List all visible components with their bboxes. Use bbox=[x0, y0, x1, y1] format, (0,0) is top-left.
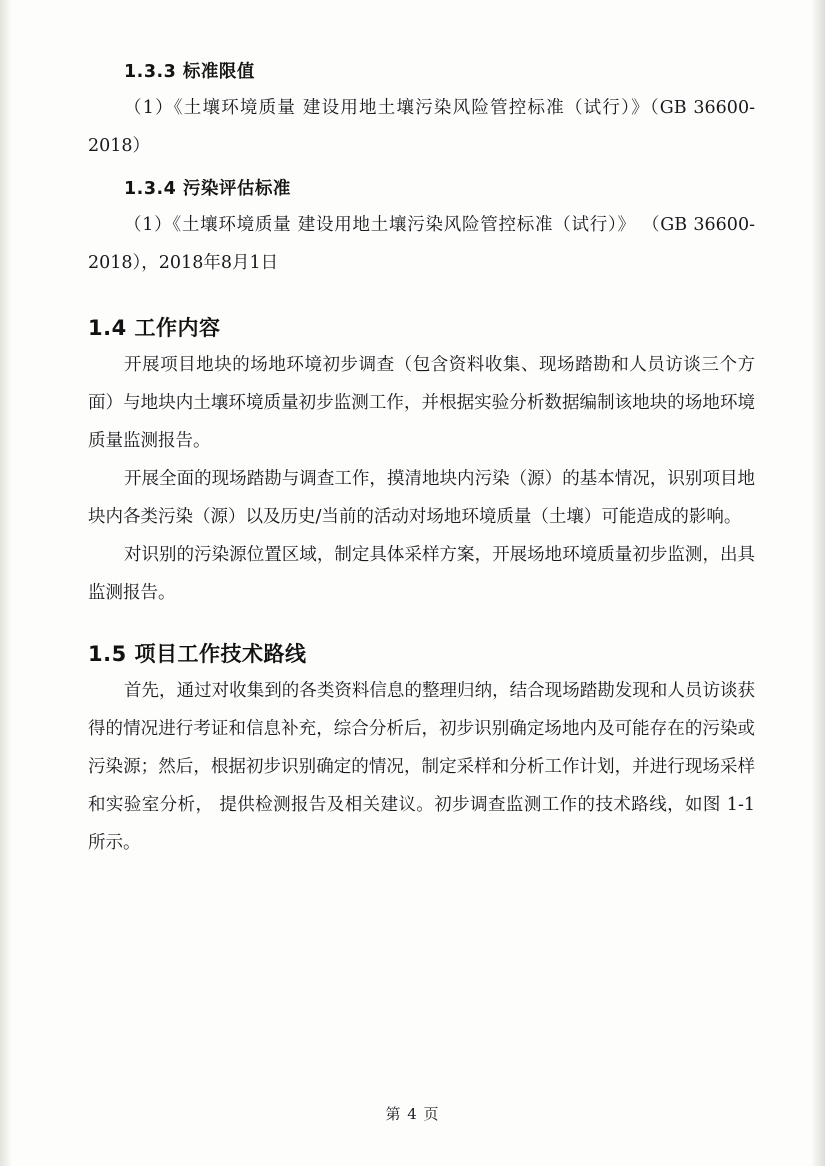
spacer bbox=[88, 612, 755, 638]
paragraph-1-3-4-1: （1）《土壤环境质量 建设用地土壤污染风险管控标准（试行）》 （GB 36600-2018），2018年8月1日 bbox=[88, 215, 755, 273]
paragraph-1-5-1: 首先，通过对收集到的各类资料信息的整理归纳，结合现场踏勘发现和人员访谈获得的情况进行考证和信息补充，综合分析后，初步识别确定场地内及可能存在的污染或污染源；然后，根据初步识别确定的情况，制定采样和分析工作计划，并进行现场采样和实验室分析， 提供检测报告及相关建议。初步调查监测工作的技术路线，如图 1-1 所示。 bbox=[88, 681, 755, 853]
heading-1-3-4: 1.3.4 污染评估标准 bbox=[124, 179, 291, 199]
page-content bbox=[88, 58, 755, 862]
paragraph-1-4-1: 开展项目地块的场地环境初步调查（包含资料收集、现场踏勘和人员访谈三个方面）与地块内土壤环境质量初步监测工作，并根据实验分析数据编制该地块的场地环境质量监测报告。 bbox=[88, 355, 755, 451]
paragraph-1-4-3: 对识别的污染源位置区域，制定具体采样方案，开展场地环境质量初步监测，出具监测报告。 bbox=[88, 545, 755, 603]
heading-1-4: 1.4 工作内容 bbox=[88, 316, 221, 340]
heading-1-3-3: 1.3.3 标准限值 bbox=[124, 62, 255, 82]
spacer bbox=[88, 282, 755, 312]
heading-1-5: 1.5 项目工作技术路线 bbox=[88, 642, 307, 666]
spacer bbox=[88, 165, 755, 175]
paragraph-1-3-3-1: （1）《土壤环境质量 建设用地土壤污染风险管控标准（试行）》（GB 36600-2018） bbox=[88, 98, 755, 156]
page-footer: 第 4 页 bbox=[385, 1105, 440, 1123]
paragraph-1-4-2: 开展全面的现场踏勘与调查工作，摸清地块内污染（源）的基本情况，识别项目地块内各类污染（源）以及历史/当前的活动对场地环境质量（土壤）可能造成的影响。 bbox=[88, 469, 755, 527]
